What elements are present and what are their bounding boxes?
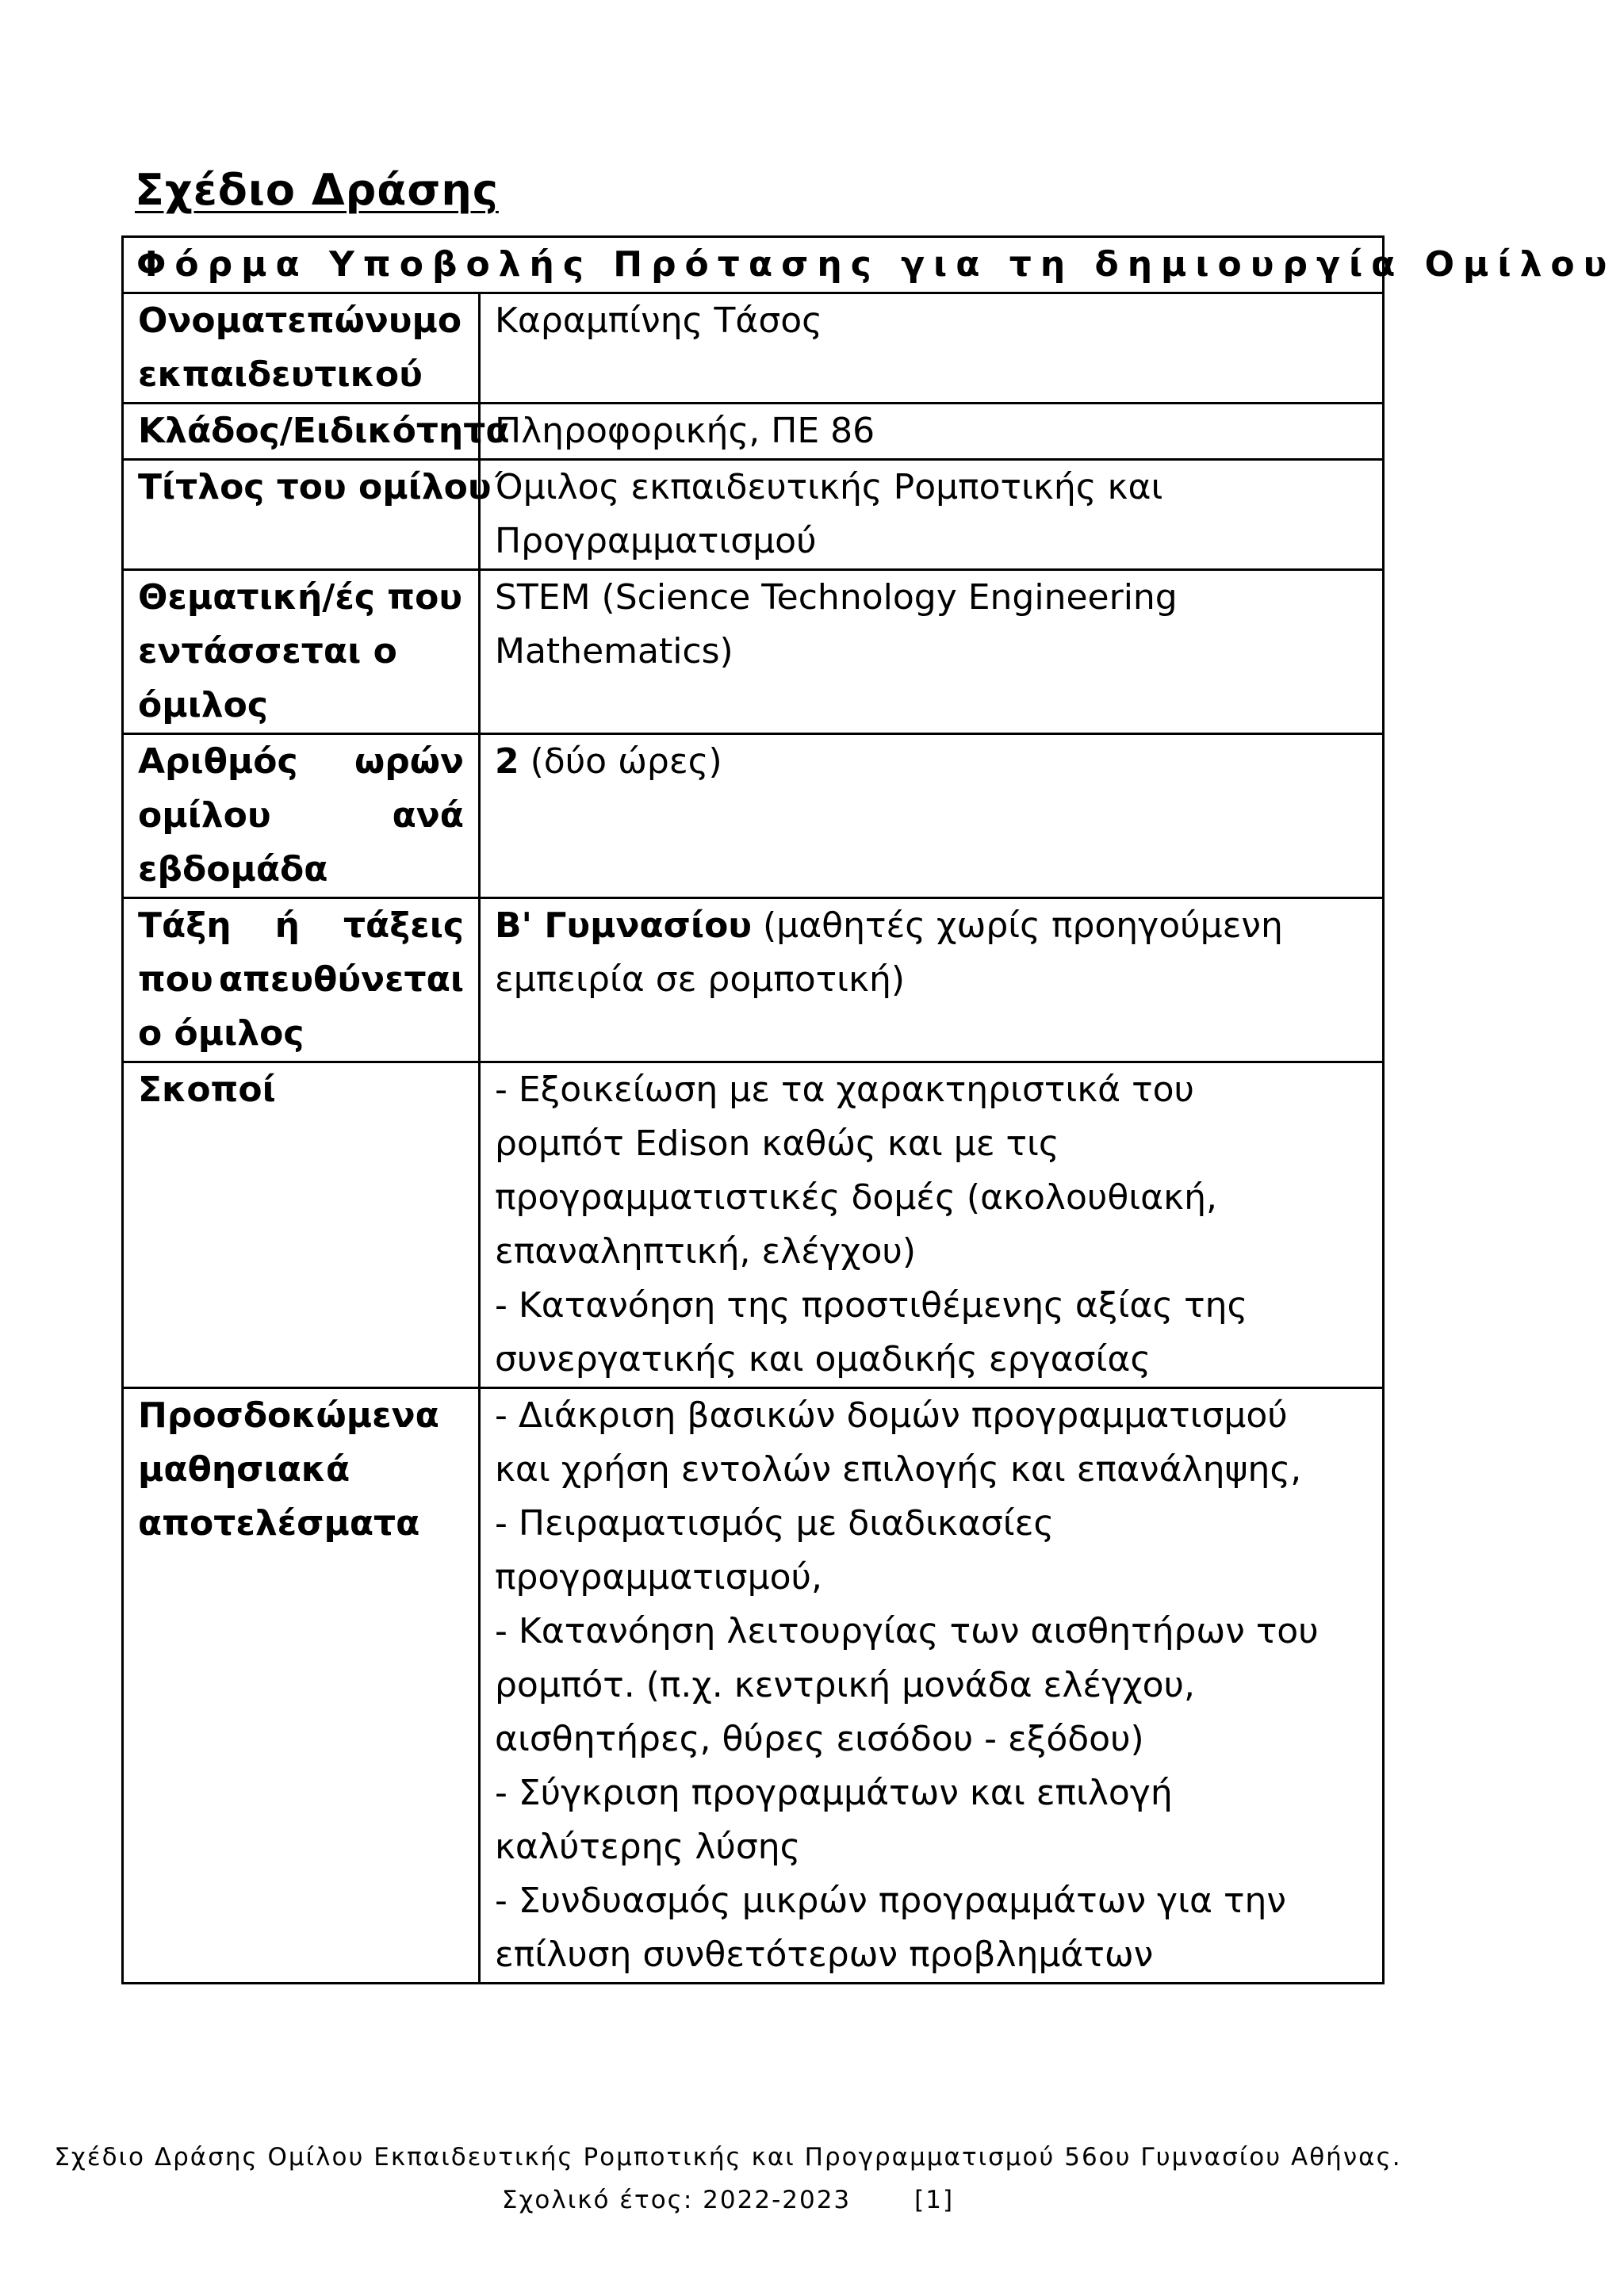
grades-label-line: ο όμιλος: [138, 1013, 304, 1054]
form-header: Φόρμα Υποβολής Πρότασης για τη δημιουργία Ομίλου: [123, 237, 1384, 293]
outcomes-line: και χρήση εντολών επιλογής και επανάληψης,: [495, 1449, 1302, 1490]
outcomes-line: προγραμματισμού,: [495, 1557, 822, 1598]
club-title-row: [123, 460, 1384, 570]
outcomes-line: καλύτερης λύσης: [495, 1827, 801, 1867]
club-title-line: Προγραμματισμού: [495, 521, 817, 561]
grades-label-word: Τάξη: [138, 905, 232, 946]
goals-label: [123, 1062, 480, 1388]
theme-label: [123, 570, 480, 734]
footer-school-year-line: [0, 2186, 1540, 2214]
grades-label-word: ή: [274, 905, 300, 946]
specialty-label-text: Κλάδος/Ειδικότητα: [138, 411, 510, 451]
theme-value-line: STEM (Science Technology Engineering: [495, 577, 1178, 618]
hours-label-word: Αριθμός: [138, 741, 298, 782]
hours-label-word: ωρών: [354, 741, 464, 782]
teacher-name: Καραμπίνης Τάσος: [495, 300, 822, 341]
goals-line: συνεργατικής και ομαδικής εργασίας: [495, 1339, 1151, 1380]
outcomes-line: ρομπότ. (π.χ. κεντρική μονάδα ελέγχου,: [495, 1665, 1195, 1705]
grades-value: [480, 898, 1384, 1062]
club-title-label-text: Τίτλος του ομίλου: [138, 467, 492, 507]
goals-line: - Εξοικείωση με τα χαρακτηριστικά του: [495, 1070, 1194, 1110]
grades-label-line: [138, 953, 464, 1007]
school-year: Σχολικό έτος: 2022-2023: [501, 2186, 852, 2214]
grades-note: (μαθητές χωρίς προηγούμενη: [752, 905, 1283, 946]
hours-label-word: ανά: [392, 795, 464, 836]
goals-line: - Κατανόηση της προστιθέμενης αξίας της: [495, 1285, 1248, 1326]
specialty-row: [123, 404, 1384, 460]
goals-line: ρομπότ Edison καθώς και με τις: [495, 1123, 1059, 1164]
teacher-label-line: εκπαιδευτικού: [138, 354, 423, 395]
outcomes-line: - Πειραματισμός με διαδικασίες: [495, 1503, 1055, 1544]
hours-label-line: [138, 735, 464, 789]
theme-row: [123, 570, 1384, 734]
grades-label-word: τάξεις: [343, 905, 464, 946]
outcomes-line: - Συνδυασμός μικρών προγραμμάτων για την: [495, 1881, 1286, 1921]
theme-value: [480, 570, 1384, 734]
proposal-form-table: [121, 235, 1616, 1984]
specialty-label: [123, 404, 510, 460]
outcomes-line: - Κατανόηση λειτουργίας των αισθητήρων του: [495, 1611, 1319, 1651]
theme-value-line: Mathematics): [495, 631, 733, 672]
outcomes-label-line: Προσδοκώμενα: [138, 1395, 439, 1436]
goals-line: προγραμματιστικές δομές (ακολουθιακή,: [495, 1177, 1217, 1218]
hours-text: (δύο ώρες): [519, 741, 722, 782]
goals-value: [480, 1062, 1384, 1388]
club-title-label: [123, 460, 492, 570]
outcomes-value: [480, 1388, 1384, 1984]
grades-label-word: απευθύνεται: [218, 959, 464, 1000]
hours-label-line: εβδομάδα: [138, 849, 328, 890]
theme-label-line: όμιλος: [138, 685, 268, 725]
outcomes-line: - Διάκριση βασικών δομών προγραμματισμού: [495, 1395, 1288, 1436]
theme-label-line: εντάσσεται ο: [138, 631, 397, 672]
outcomes-line: επίλυση συνθετότερων προβλημάτων: [495, 1934, 1154, 1975]
teacher-row: [123, 293, 1384, 404]
teacher-value: [480, 293, 1384, 404]
grades-value-line: εμπειρία σε ρομποτική): [495, 959, 906, 1000]
outcomes-line: αισθητήρες, θύρες εισόδου - εξόδου): [495, 1719, 1144, 1759]
hours-label-word: ομίλου: [138, 795, 271, 836]
hours-value: [480, 734, 1384, 898]
specialty-value: [480, 404, 1384, 460]
outcomes-label-line: αποτελέσματα: [138, 1503, 420, 1544]
outcomes-label-line: μαθησιακά: [138, 1449, 350, 1490]
goals-row: [123, 1062, 1384, 1388]
outcomes-line: - Σύγκριση προγραμμάτων και επιλογή: [495, 1773, 1173, 1813]
club-title-value: [480, 460, 1384, 570]
hours-label: [123, 734, 480, 898]
form-header-row: [123, 237, 1384, 293]
grades-label-line: [138, 899, 464, 953]
grades-row: [123, 898, 1384, 1062]
footer-text: Σχέδιο Δράσης Ομίλου Εκπαιδευτικής Ρομποτικής και Προγραμματισμού 56ου Γυμνασίου Αθήνας.: [54, 2143, 1402, 2172]
hours-value-line: [495, 735, 1368, 789]
grades-label-word: που: [138, 959, 213, 1000]
hours-row: [123, 734, 1384, 898]
goals-line: επαναληπτική, ελέγχου): [495, 1231, 917, 1272]
hours-number: 2: [495, 741, 519, 782]
page-number: [1]: [914, 2186, 955, 2214]
goals-label-text: Σκοποί: [138, 1070, 276, 1110]
grade-name: Β' Γυμνασίου: [495, 905, 753, 946]
outcomes-label: [123, 1388, 480, 1984]
hours-label-line: [138, 789, 464, 843]
teacher-label: [123, 293, 480, 404]
outcomes-row: [123, 1388, 1384, 1984]
club-title-line: Όμιλος εκπαιδευτικής Ρομποτικής και: [495, 467, 1163, 507]
theme-label-line: Θεματική/ές που: [138, 577, 463, 618]
grades-label: [123, 898, 480, 1062]
grades-value-line: [495, 899, 1368, 953]
page-title: Σχέδιο Δράσης: [135, 165, 499, 215]
specialty-value-text: Πληροφορικής, ΠΕ 86: [495, 411, 875, 451]
teacher-label-line: Ονοματεπώνυμο: [138, 300, 462, 341]
